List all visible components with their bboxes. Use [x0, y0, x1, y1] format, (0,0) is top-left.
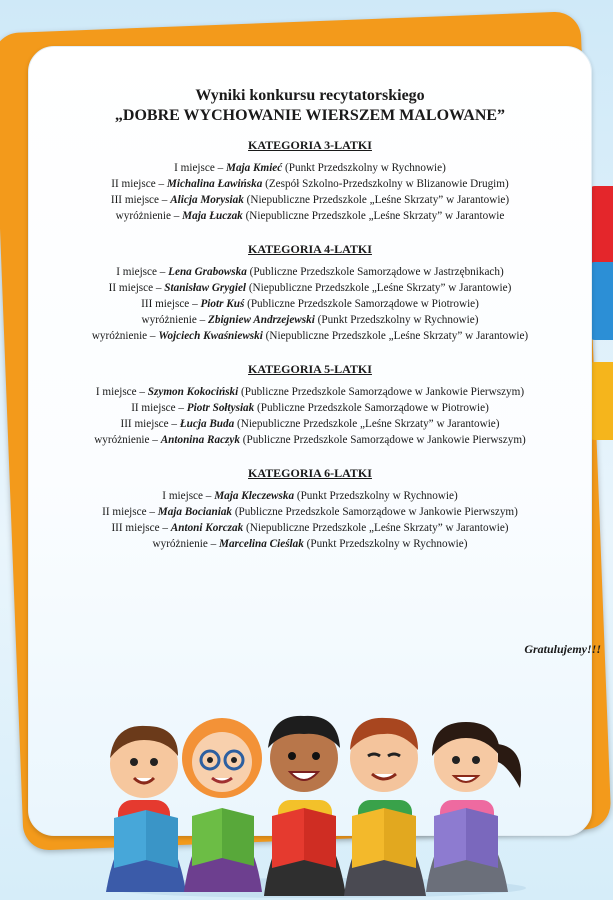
- school-name: (Niepubliczne Przedszkole „Leśne Skrzaty” w Jarantowie): [243, 522, 509, 534]
- place-label: II miejsce –: [108, 282, 165, 294]
- place-label: I miejsce –: [174, 162, 226, 174]
- result-entry: [28, 208, 592, 224]
- place-label: wyróżnienie –: [152, 538, 219, 550]
- participant-name: Marcelina Cieślak: [219, 538, 304, 550]
- school-name: (Publiczne Przedszkole Samorządowe w Jankowie Pierwszym): [232, 506, 518, 518]
- school-name: (Punkt Przedszkolny w Rychnowie): [314, 314, 479, 326]
- categories-list: [28, 138, 592, 552]
- school-name: (Publiczne Przedszkole Samorządowe w Jastrzębnikach): [246, 266, 504, 278]
- result-entry: [28, 520, 592, 536]
- place-label: wyróżnienie –: [94, 434, 161, 446]
- results-content: [28, 86, 592, 552]
- result-entry: [28, 160, 592, 176]
- title-line-2: „DOBRE WYCHOWANIE WIERSZEM MALOWANE”: [114, 107, 506, 124]
- result-entry: [28, 488, 592, 504]
- result-entry: [28, 384, 592, 400]
- result-entry: [28, 176, 592, 192]
- place-label: I miejsce –: [116, 266, 169, 278]
- result-entry: [28, 416, 592, 432]
- participant-name: Szymon Kokociński: [147, 386, 239, 398]
- participant-name: Zbigniew Andrzejewski: [208, 314, 315, 326]
- result-entry: [28, 312, 592, 328]
- kid-2-figure: [182, 718, 262, 892]
- place-label: wyróżnienie –: [115, 210, 183, 222]
- participant-name: Maja Kmieć: [226, 162, 283, 174]
- result-entry: [28, 432, 592, 448]
- place-label: II miejsce –: [131, 402, 187, 414]
- kid-4-figure: [344, 718, 426, 896]
- result-entry: [28, 328, 592, 344]
- school-name: (Publiczne Przedszkole Samorządowe w Jankowie Pierwszym): [239, 434, 526, 446]
- category-heading: KATEGORIA 5-LATKI: [248, 362, 372, 376]
- participant-name: Piotr Kuś: [200, 298, 245, 310]
- participant-name: Antonina Raczyk: [160, 434, 240, 446]
- participant-name: Alicja Morysiak: [170, 194, 244, 206]
- result-entry: [28, 280, 592, 296]
- title-line-1: Wyniki konkursu recytatorskiego: [195, 87, 425, 104]
- participant-name: Antoni Korczak: [170, 522, 244, 534]
- participant-name: Lena Grabowska: [168, 266, 247, 278]
- result-entry: [28, 536, 592, 552]
- children-reading-illustration: [96, 692, 536, 900]
- participant-name: Stanisław Grygiel: [164, 282, 247, 294]
- school-name: (Niepubliczne Przedszkole „Leśne Skrzaty” w Jarantowie): [243, 194, 510, 206]
- place-label: II miejsce –: [102, 506, 158, 518]
- place-label: III miejsce –: [110, 194, 171, 206]
- school-name: (Punkt Przedszkolny w Rychnowie): [303, 538, 468, 550]
- place-label: II miejsce –: [111, 178, 167, 190]
- result-entry: [28, 296, 592, 312]
- congratulations-text: Gratulujemy!!!: [524, 642, 601, 656]
- category-spacer: [28, 224, 592, 234]
- school-name: (Niepubliczne Przedszkole „Leśne Skrzaty” w Jarantowie): [234, 418, 500, 430]
- category-spacer: [28, 448, 592, 458]
- place-label: wyróżnienie –: [91, 330, 159, 342]
- school-name: (Punkt Przedszkolny w Rychnowie): [294, 490, 458, 502]
- result-entry: [28, 192, 592, 208]
- place-label: III miejsce –: [111, 522, 171, 534]
- result-entry: [28, 264, 592, 280]
- participant-name: Piotr Sołtysiak: [186, 402, 255, 414]
- school-name: (Publiczne Przedszkole Samorządowe w Piotrowie): [254, 402, 489, 414]
- place-label: I miejsce –: [95, 386, 148, 398]
- school-name: (Punkt Przedszkolny w Rychnowie): [282, 162, 446, 174]
- category-heading: KATEGORIA 4-LATKI: [248, 242, 372, 256]
- participant-name: Maja Kleczewska: [214, 490, 295, 502]
- kid-5-figure: [426, 722, 521, 892]
- school-name: (Niepubliczne Przedszkole „Leśne Skrzaty” w Jarantowie): [262, 330, 529, 342]
- school-name: (Zespół Szkolno-Przedszkolny w Blizanowie Drugim): [262, 178, 509, 190]
- participant-name: Maja Łuczak: [182, 210, 243, 222]
- kid-3-figure: [264, 716, 346, 896]
- school-name: (Niepubliczne Przedszkole „Leśne Skrzaty” w Jarantowie: [242, 210, 505, 222]
- category-heading: KATEGORIA 6-LATKI: [248, 466, 372, 480]
- participant-name: Michalina Ławińska: [166, 178, 263, 190]
- school-name: (Publiczne Przedszkole Samorządowe w Jankowie Pierwszym): [238, 386, 525, 398]
- participant-name: Maja Bocianiak: [157, 506, 233, 518]
- place-label: III miejsce –: [120, 418, 180, 430]
- kid-1-figure: [106, 726, 186, 892]
- result-entry: [28, 504, 592, 520]
- participant-name: Łucja Buda: [179, 418, 235, 430]
- category-spacer: [28, 344, 592, 354]
- participant-name: Wojciech Kwaśniewski: [158, 330, 263, 342]
- result-entry: [28, 400, 592, 416]
- place-label: wyróżnienie –: [141, 314, 209, 326]
- school-name: (Publiczne Przedszkole Samorządowe w Piotrowie): [244, 298, 479, 310]
- category-heading: KATEGORIA 3-LATKI: [248, 138, 372, 152]
- place-label: III miejsce –: [141, 298, 201, 310]
- place-label: I miejsce –: [162, 490, 215, 502]
- school-name: (Niepubliczne Przedszkole „Leśne Skrzaty” w Jarantowie): [246, 282, 512, 294]
